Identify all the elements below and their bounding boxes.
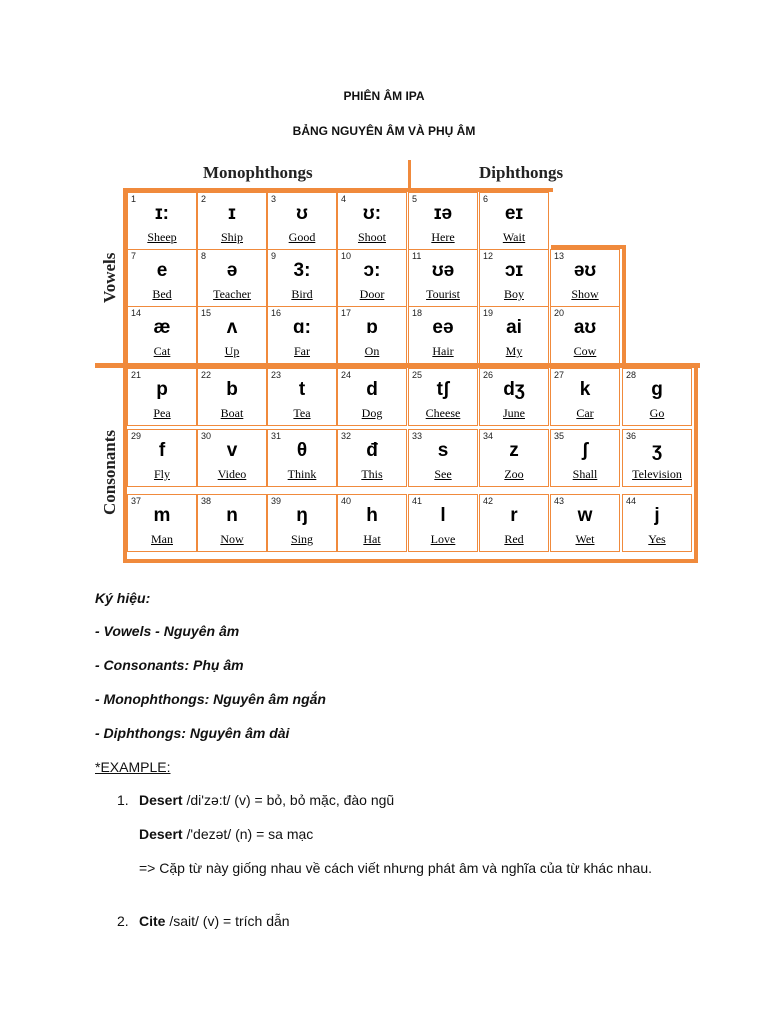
- ipa-example-word: Bed: [152, 287, 172, 301]
- ipa-cell-number: 11: [412, 251, 422, 261]
- ipa-cell-number: 40: [341, 496, 352, 506]
- ipa-cell: [267, 192, 337, 250]
- ipa-example-word: Tea: [293, 406, 311, 420]
- example-line: [139, 912, 290, 931]
- ipa-symbol: t: [298, 379, 306, 400]
- ipa-cell: [550, 494, 620, 552]
- ipa-cell: [267, 368, 337, 426]
- ipa-example-word: Boy: [503, 287, 524, 301]
- ipa-cell-number: 37: [131, 496, 142, 506]
- ipa-symbol: ɪ: [228, 203, 236, 224]
- ipa-cell: [337, 249, 407, 307]
- ipa-cell: [267, 249, 337, 307]
- legend-item: - Consonants: Phụ âm: [95, 657, 244, 673]
- ipa-cell-number: 24: [341, 370, 352, 380]
- ipa-example-word: My: [505, 344, 523, 358]
- ipa-cell: [550, 368, 620, 426]
- ipa-example-word: Shoot: [357, 230, 386, 244]
- ipa-example-word: Go: [649, 406, 665, 420]
- ipa-example-word: Dog: [361, 406, 383, 420]
- ipa-cell: [197, 192, 267, 250]
- example-number: 2.: [117, 913, 129, 929]
- ipa-example-word: Television: [632, 467, 682, 481]
- ipa-cell: [479, 368, 549, 426]
- ipa-cell-number: 26: [483, 370, 494, 380]
- ipa-symbol: ʊ: [296, 203, 308, 224]
- example-line: [139, 825, 313, 844]
- ipa-symbol: ʊ:: [362, 203, 382, 224]
- ipa-example-word: Car: [576, 406, 594, 420]
- ipa-cell-number: 18: [412, 308, 423, 318]
- ipa-cell-number: 17: [341, 308, 352, 318]
- frame-right-consonants: [694, 363, 698, 563]
- ipa-example-word: Sing: [290, 532, 313, 546]
- example-line: [139, 791, 394, 810]
- ipa-cell-number: 23: [271, 370, 282, 380]
- page-title: PHIÊN ÂM IPA: [343, 89, 425, 103]
- ipa-cell-number: 27: [554, 370, 565, 380]
- ipa-cell: [197, 429, 267, 487]
- ipa-cell: [479, 249, 549, 307]
- ipa-cell: [197, 306, 267, 364]
- ipa-cell: [197, 494, 267, 552]
- ipa-symbol: k: [579, 379, 591, 400]
- ipa-symbol: ʊə: [431, 260, 455, 281]
- ipa-cell-number: 36: [626, 431, 637, 441]
- ipa-cell: [408, 249, 478, 307]
- ipa-symbol: θ: [296, 440, 308, 461]
- ipa-symbol: s: [437, 440, 449, 461]
- ipa-example-word: Tourist: [426, 287, 460, 301]
- example-definition: /di'zə:t/ (v) = bỏ, bỏ mặc, đào ngũ: [182, 792, 395, 808]
- ipa-symbol: ŋ: [296, 505, 308, 526]
- ipa-example-word: Show: [571, 287, 599, 301]
- consonants-label: Consonants: [100, 429, 119, 515]
- ipa-example-word: Pea: [153, 406, 171, 420]
- ipa-symbol: ɒ: [366, 317, 378, 338]
- ipa-symbol: e: [156, 260, 168, 281]
- ipa-cell-number: 2: [201, 194, 207, 204]
- ipa-cell-number: 31: [271, 431, 282, 441]
- ipa-cell-number: 21: [131, 370, 142, 380]
- vowels-label: Vowels: [100, 252, 119, 303]
- ipa-cell-number: 4: [341, 194, 347, 204]
- ipa-symbol: r: [510, 505, 518, 526]
- ipa-symbol: g: [651, 379, 663, 400]
- ipa-cell: [197, 249, 267, 307]
- ipa-cell: [337, 306, 407, 364]
- ipa-cell-number: 20: [554, 308, 565, 318]
- ipa-example-word: Shall: [572, 467, 598, 481]
- legend-item: - Monophthongs: Nguyên âm ngắn: [95, 691, 326, 707]
- ipa-symbol: n: [226, 505, 238, 526]
- ipa-symbol: p: [156, 379, 168, 400]
- ipa-symbol: ɔ:: [363, 260, 381, 281]
- ipa-cell: [127, 192, 197, 250]
- ipa-cell: [127, 249, 197, 307]
- ipa-cell: [408, 494, 478, 552]
- ipa-cell-number: 22: [201, 370, 212, 380]
- example-word: Desert: [139, 826, 183, 842]
- ipa-cell: [197, 368, 267, 426]
- ipa-example-word: June: [503, 406, 525, 420]
- ipa-symbol: h: [366, 505, 378, 526]
- ipa-cell: [550, 306, 620, 364]
- ipa-symbol: f: [158, 440, 166, 461]
- ipa-example-word: Red: [504, 532, 524, 546]
- ipa-cell-number: 14: [131, 308, 142, 318]
- ipa-cell-number: 7: [131, 251, 137, 261]
- ipa-example-word: Door: [359, 287, 385, 301]
- ipa-cell-number: 12: [483, 251, 494, 261]
- example-heading: *EXAMPLE:: [95, 759, 171, 775]
- ipa-cell-number: 25: [412, 370, 423, 380]
- page-subtitle: BẢNG NGUYÊN ÂM VÀ PHỤ ÂM: [292, 124, 476, 138]
- ipa-symbol: m: [153, 505, 171, 526]
- ipa-example-word: Cat: [153, 344, 171, 358]
- diphthongs-label: Diphthongs: [479, 163, 564, 182]
- ipa-example-word: Now: [220, 532, 244, 546]
- legend-item: - Vowels - Nguyên âm: [95, 623, 240, 639]
- ipa-example-word: Man: [151, 532, 173, 546]
- ipa-cell-number: 30: [201, 431, 212, 441]
- ipa-cell-number: 42: [483, 496, 494, 506]
- ipa-example-word: Zoo: [504, 467, 524, 481]
- ipa-cell-number: 43: [554, 496, 565, 506]
- legend-heading: Ký hiệu:: [95, 590, 151, 606]
- ipa-cell-number: 29: [131, 431, 142, 441]
- ipa-cell-number: 35: [554, 431, 565, 441]
- ipa-symbol: ɪ:: [154, 203, 170, 224]
- ipa-symbol: ʌ: [226, 317, 238, 338]
- ipa-cell: [479, 192, 549, 250]
- ipa-example-word: Far: [294, 344, 310, 358]
- ipa-cell: [550, 429, 620, 487]
- ipa-symbol: b: [226, 379, 238, 400]
- ipa-example-word: Love: [430, 532, 456, 546]
- ipa-cell-number: 44: [626, 496, 637, 506]
- ipa-cell: [479, 429, 549, 487]
- ipa-symbol: d: [366, 379, 378, 400]
- ipa-symbol: v: [226, 440, 238, 461]
- ipa-example-word: Hair: [432, 344, 454, 358]
- ipa-cell-number: 9: [271, 251, 277, 261]
- ipa-symbol: aʊ: [573, 317, 597, 338]
- ipa-cell: [337, 192, 407, 250]
- ipa-chart: [95, 155, 700, 567]
- ipa-cell: [267, 306, 337, 364]
- ipa-symbol: đ: [366, 440, 378, 461]
- ipa-cell-number: 38: [201, 496, 212, 506]
- ipa-symbol: z: [509, 440, 519, 461]
- monophthongs-label: Monophthongs: [203, 163, 313, 182]
- ipa-example-word: Sheep: [147, 230, 177, 244]
- ipa-example-word: Hat: [363, 532, 381, 546]
- ipa-cell: [622, 429, 692, 487]
- ipa-symbol: ʒ: [651, 440, 662, 461]
- example-definition: /'dezət/ (n) = sa mạc: [182, 826, 314, 842]
- ipa-cell: [408, 368, 478, 426]
- ipa-cell-number: 16: [271, 308, 282, 318]
- example-number: 1.: [117, 792, 129, 808]
- ipa-symbol: dʒ: [503, 379, 525, 400]
- ipa-symbol: ʃ: [581, 440, 589, 461]
- ipa-example-word: Good: [288, 230, 316, 244]
- ipa-example-word: Think: [287, 467, 317, 481]
- ipa-cell: [622, 494, 692, 552]
- ipa-example-word: Video: [217, 467, 247, 481]
- ipa-example-word: Fly: [153, 467, 170, 481]
- ipa-cell-number: 10: [341, 251, 352, 261]
- ipa-example-word: Bird: [291, 287, 313, 301]
- ipa-cell-number: 19: [483, 308, 494, 318]
- ipa-example-word: Ship: [220, 230, 243, 244]
- example-note: => Cặp từ này giống nhau về cách viết nhưng phát âm và nghĩa của từ khác nhau.: [139, 860, 653, 876]
- ipa-cell-number: 5: [412, 194, 418, 204]
- ipa-cell: [337, 494, 407, 552]
- frame-divider: [408, 160, 411, 192]
- ipa-symbol: 3:: [293, 260, 311, 281]
- ipa-cell: [127, 494, 197, 552]
- ipa-example-word: Up: [224, 344, 240, 358]
- ipa-example-word: See: [434, 467, 452, 481]
- ipa-example-word: Cow: [573, 344, 597, 358]
- ipa-symbol: tʃ: [436, 379, 450, 400]
- ipa-symbol: ə: [226, 260, 238, 281]
- legend-item: - Diphthongs: Nguyên âm dài: [95, 725, 290, 741]
- ipa-symbol: w: [577, 505, 593, 526]
- ipa-cell: [408, 429, 478, 487]
- example-word: Cite: [139, 913, 166, 929]
- ipa-cell: [267, 494, 337, 552]
- ipa-cell: [337, 429, 407, 487]
- ipa-example-word: Cheese: [425, 406, 461, 420]
- ipa-symbol: ai: [506, 317, 522, 338]
- ipa-symbol: eə: [432, 317, 454, 338]
- ipa-symbol: l: [440, 505, 446, 526]
- ipa-cell: [479, 494, 549, 552]
- ipa-cell: [550, 249, 620, 307]
- ipa-cell: [127, 429, 197, 487]
- ipa-cell-number: 33: [412, 431, 423, 441]
- ipa-cell-number: 3: [271, 194, 277, 204]
- ipa-example-word: Wet: [575, 532, 595, 546]
- ipa-cell-number: 39: [271, 496, 282, 506]
- ipa-symbol: eɪ: [504, 203, 524, 224]
- ipa-cell-number: 28: [626, 370, 637, 380]
- frame-bottom: [123, 559, 698, 563]
- ipa-symbol: ɪə: [433, 203, 453, 224]
- ipa-symbol: əʊ: [573, 260, 597, 281]
- ipa-cell: [408, 306, 478, 364]
- ipa-example-word: This: [361, 467, 383, 481]
- ipa-example-word: Yes: [648, 532, 666, 546]
- ipa-cell-number: 13: [554, 251, 565, 261]
- ipa-cell: [127, 368, 197, 426]
- ipa-cell: [337, 368, 407, 426]
- ipa-cell-number: 6: [483, 194, 489, 204]
- example-word: Desert: [139, 792, 183, 808]
- ipa-cell: [127, 306, 197, 364]
- ipa-example-word: Wait: [502, 230, 526, 244]
- ipa-cell-number: 8: [201, 251, 207, 261]
- ipa-example-word: Boat: [220, 406, 244, 420]
- ipa-example-word: On: [364, 344, 380, 358]
- ipa-cell-number: 1: [131, 194, 137, 204]
- ipa-cell: [408, 192, 478, 250]
- ipa-cell-number: 32: [341, 431, 352, 441]
- ipa-symbol: ɑ:: [293, 317, 311, 338]
- ipa-symbol: j: [654, 505, 660, 526]
- ipa-symbol: ɔɪ: [504, 260, 524, 281]
- ipa-cell: [267, 429, 337, 487]
- ipa-cell-number: 41: [412, 496, 423, 506]
- ipa-symbol: æ: [153, 317, 171, 338]
- ipa-cell: [479, 306, 549, 364]
- ipa-cell-number: 34: [483, 431, 494, 441]
- ipa-cell: [622, 368, 692, 426]
- ipa-example-word: Here: [431, 230, 455, 244]
- frame-right-vowels: [622, 245, 626, 363]
- ipa-cell-number: 15: [201, 308, 212, 318]
- example-definition: /sait/ (v) = trích dẫn: [165, 913, 290, 929]
- ipa-example-word: Teacher: [213, 287, 251, 301]
